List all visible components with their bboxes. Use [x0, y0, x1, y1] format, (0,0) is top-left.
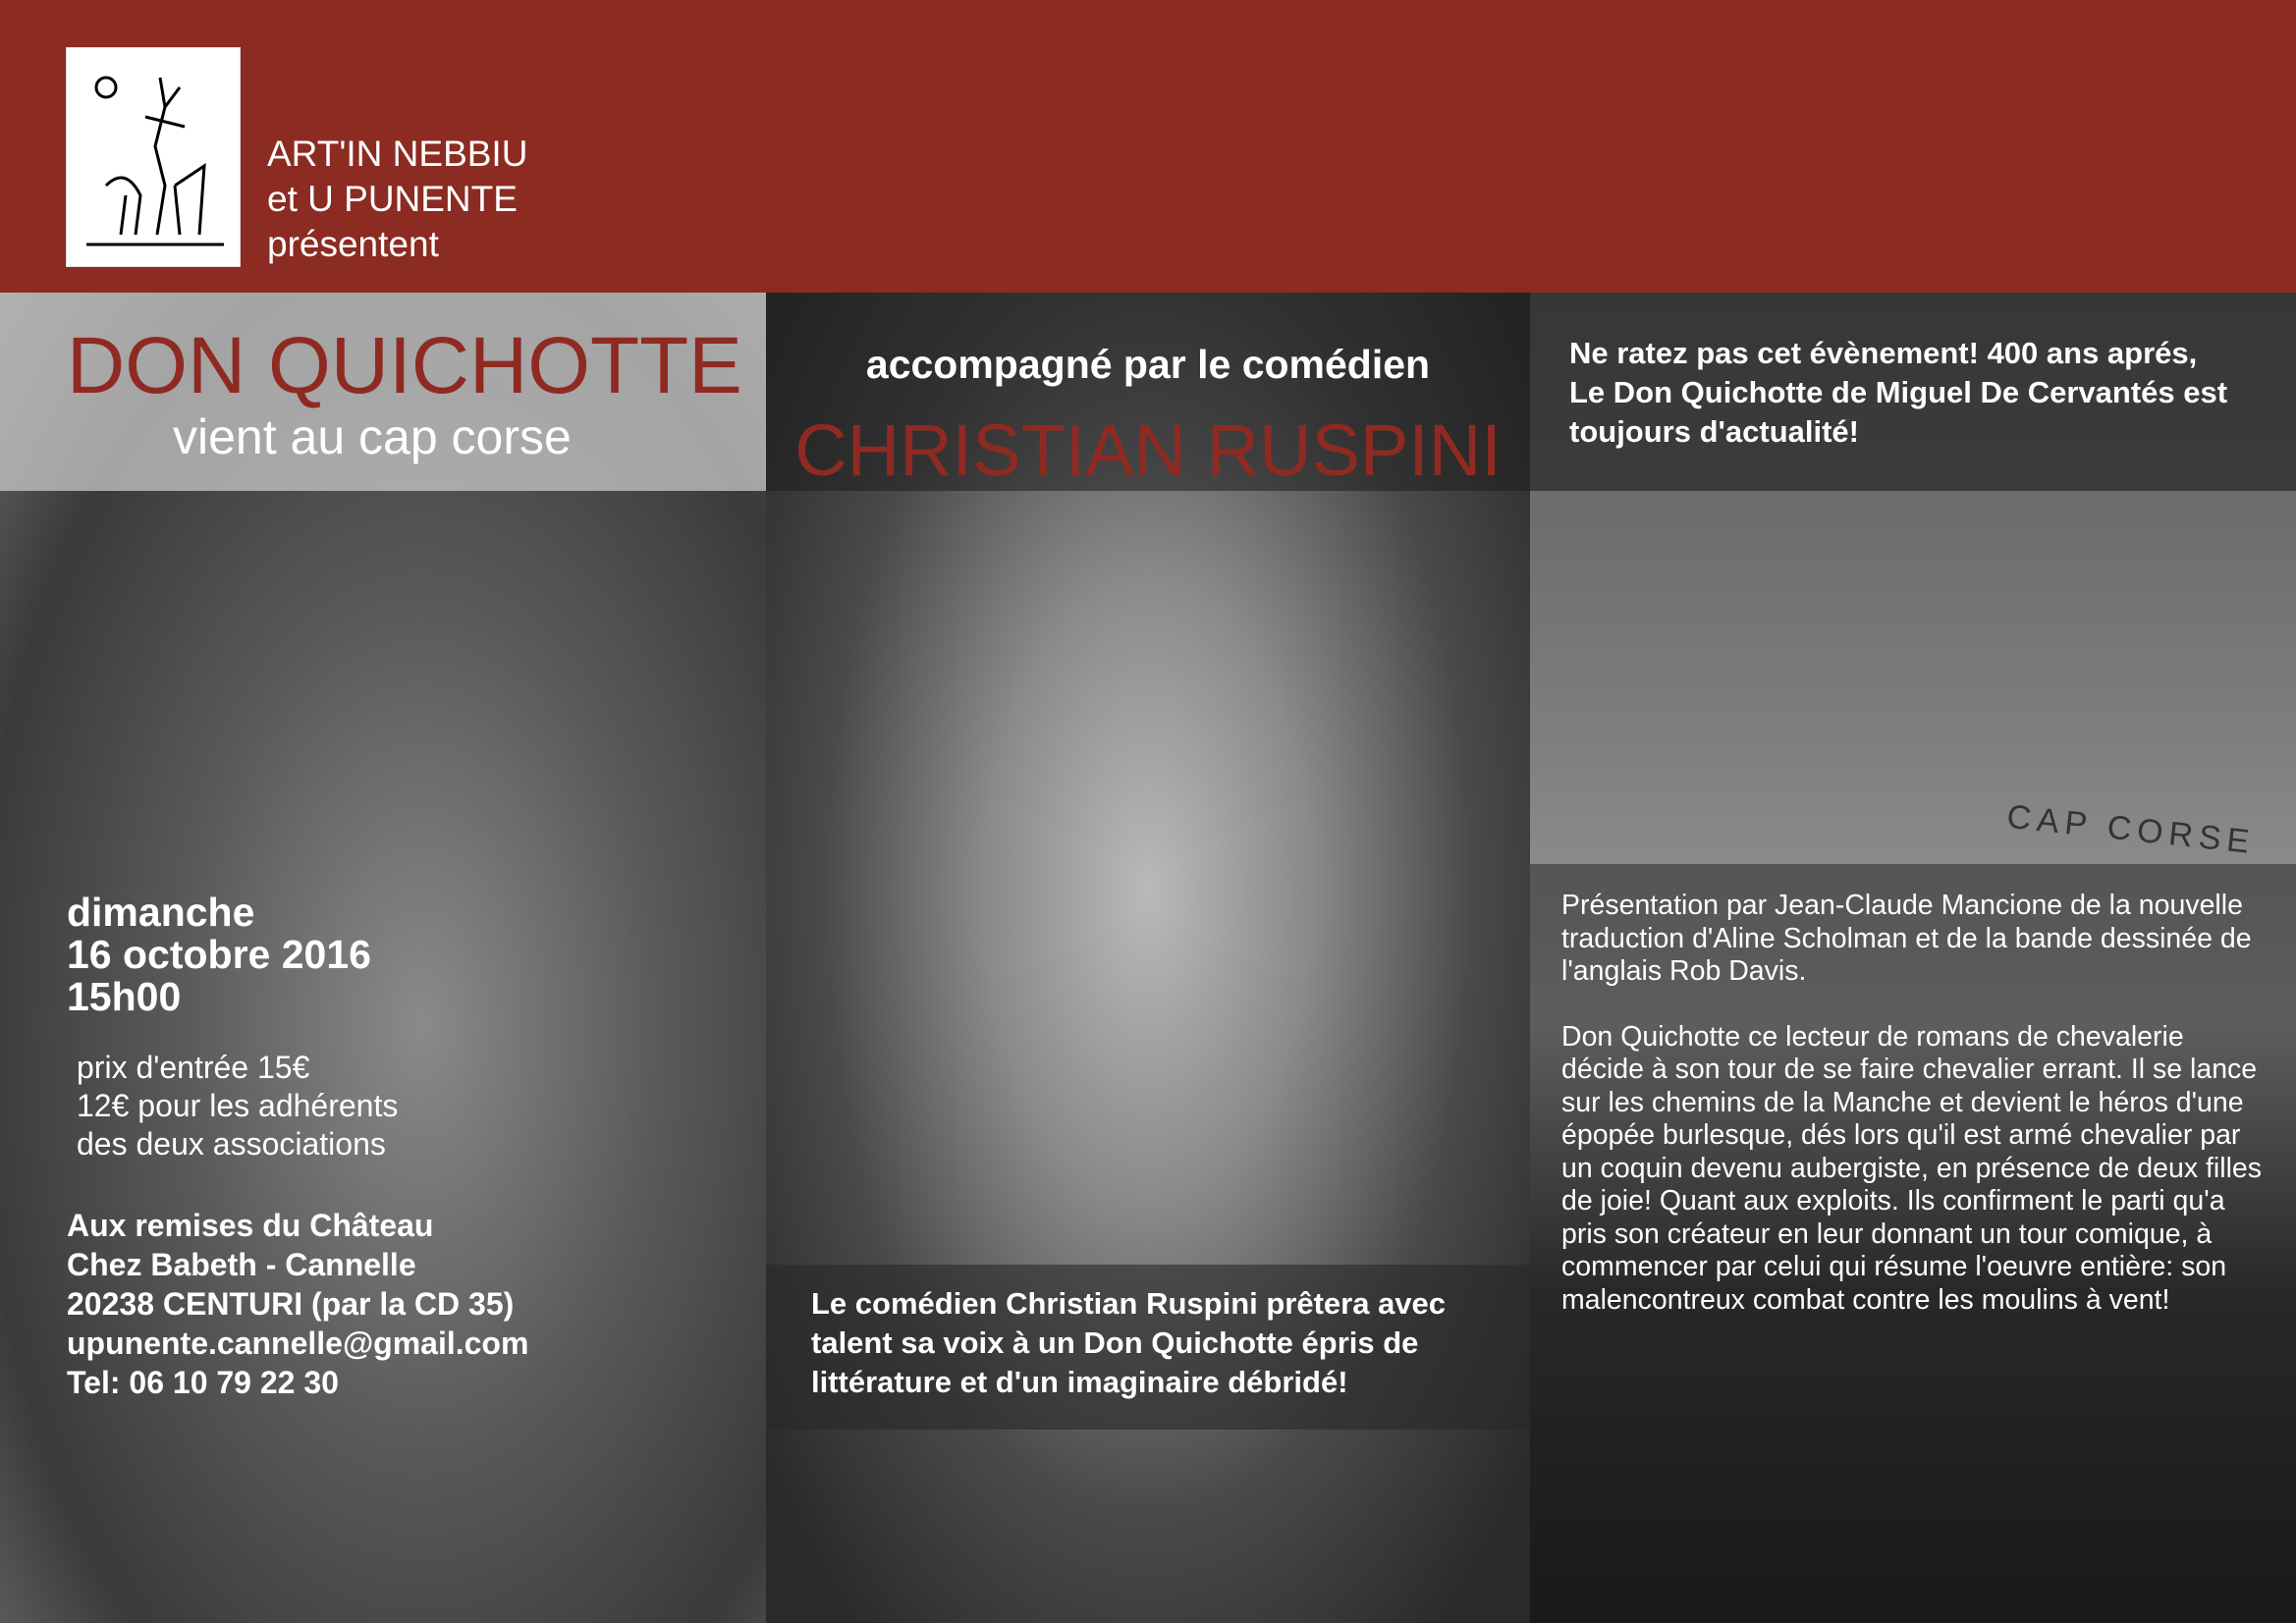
- logo: [66, 47, 241, 267]
- actor-intro: accompagné par le comédien: [865, 342, 1431, 387]
- event-title: DON QUICHOTTE: [67, 321, 742, 410]
- mill-sign: CAP CORSE: [2004, 797, 2257, 862]
- don-quixote-sketch-icon: [67, 48, 242, 268]
- event-subtitle: vient au cap corse: [173, 409, 572, 464]
- right-column: [1530, 293, 2296, 1623]
- org-line: ART'IN NEBBIU: [267, 134, 528, 174]
- date-line: dimanche: [67, 890, 255, 935]
- price-line: prix d'entrée 15€: [77, 1050, 310, 1085]
- address: [67, 1206, 528, 1402]
- description-paragraph: Présentation par Jean-Claude Mancione de la nouvelle traduction d'Aline Scholman et de la bande dessinée de l'anglais Rob Davis.: [1561, 890, 2252, 987]
- address-line: Aux remises du Château: [67, 1208, 434, 1243]
- actor-name: CHRISTIAN RUSPINI: [794, 409, 1502, 491]
- phone-number: Tel: 06 10 79 22 30: [67, 1365, 339, 1400]
- middle-column: [766, 293, 1530, 1623]
- price-info: [77, 1049, 398, 1163]
- date-line: 16 octobre 2016: [67, 932, 371, 977]
- date-line: 15h00: [67, 974, 182, 1019]
- description-paragraph: Don Quichotte ce lecteur de romans de chevalerie décide à son tour de se faire chevalier errant. Il se lance sur les chemins de la Manche et devient le héros d'une épopée burlesque, dés lors qu'il est armé chevalier par un coquin devenu aubergiste, en présence de deux filles de joie! Quant aux exploits. Ils confirment le parti qu'a pris son créateur en leur donnant un tour comique, à commencer par celui qui résume l'oeuvre entière: son malencontreux combat contre les moulins à vent!: [1561, 1020, 2263, 1316]
- price-line: des deux associations: [77, 1126, 386, 1162]
- email-link[interactable]: upunente.cannelle@gmail.com: [67, 1325, 529, 1361]
- address-line: Chez Babeth - Cannelle: [67, 1247, 416, 1282]
- organizers: [267, 132, 527, 267]
- headline: Ne ratez pas cet évènement! 400 ans aprés, Le Don Quichotte de Miguel De Cervantés est toujours d'actualité!: [1569, 336, 2228, 449]
- header-banner: [0, 0, 2296, 293]
- actor-caption: Le comédien Christian Ruspini prêtera avec talent sa voix à un Don Quichotte épris de littérature et d'un imaginaire débridé!: [811, 1286, 1447, 1399]
- org-line: et U PUNENTE: [267, 179, 518, 219]
- description: [1561, 890, 2269, 1317]
- org-line: présentent: [267, 224, 439, 264]
- event-date: [67, 892, 371, 1018]
- price-line: 12€ pour les adhérents: [77, 1088, 399, 1123]
- left-column: [0, 293, 766, 1623]
- address-line: 20238 CENTURI (par la CD 35): [67, 1286, 515, 1322]
